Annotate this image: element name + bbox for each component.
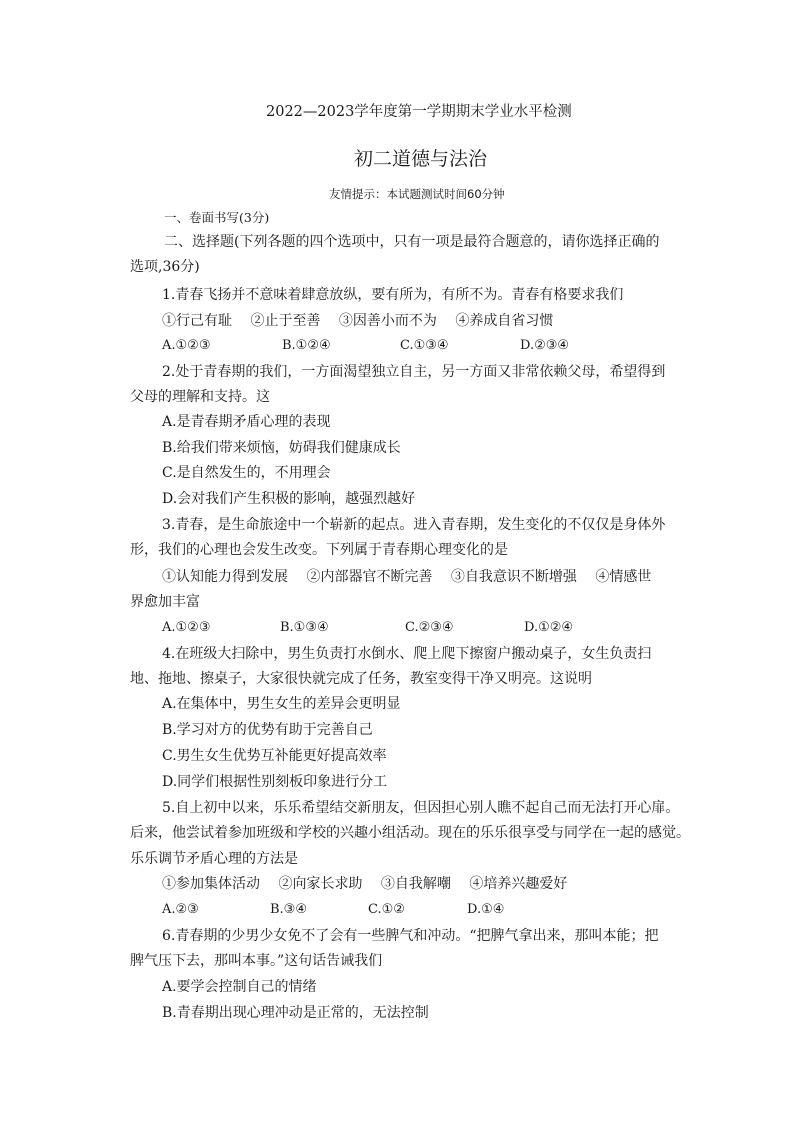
q6-option-a: A.要学会控制自己的情绪 xyxy=(162,979,317,995)
q2-stem-line1: 2.处于青春期的我们，一方面渴望独立自主，另一方面又非常依赖父母，希望得到 xyxy=(162,364,666,380)
q4-stem-line2: 地、拖地、擦桌子，大家很快就完成了任务，教室变得干净又明亮。这说明 xyxy=(130,671,592,687)
q2-option-c: C.是自然发生的，不用理会 xyxy=(162,465,331,481)
q1-items: ①行己有耻 ②止于至善 ③因善小而不为 ④养成自省习惯 xyxy=(162,313,554,329)
q5-choice-a: A.②③ xyxy=(162,902,199,917)
q3-choice-c: C.②③④ xyxy=(405,620,454,635)
section-2-heading-line1: 二、选择题(下列各题的四个选项中，只有一项是最符合题意的，请你选择正确的 xyxy=(164,234,660,250)
q3-choice-a: A.①②③ xyxy=(162,620,211,635)
q1-stem: 1.青春飞扬并不意味着肆意放纵，要有所为，有所不为。青春有格要求我们 xyxy=(162,287,624,303)
q4-option-c: C.男生女生优势互补能更好提高效率 xyxy=(162,748,387,764)
q4-option-b: B.学习对方的优势有助于完善自己 xyxy=(162,722,373,738)
q5-stem-line3: 乐乐调节矛盾心理的方法是 xyxy=(130,851,298,867)
q3-items-line2: 界愈加丰富 xyxy=(130,594,200,610)
exam-title: 2022—2023学年度第一学期期末学业水平检测 xyxy=(266,104,572,120)
q6-stem-line2: 脾气压下去，那叫本事。”这句话告诫我们 xyxy=(130,953,383,969)
q3-choice-b: B.①③④ xyxy=(280,620,329,635)
q5-choice-c: C.①② xyxy=(368,902,405,917)
q6-option-b: B.青春期出现心理冲动是正常的，无法控制 xyxy=(162,1005,429,1021)
q2-option-a: A.是青春期矛盾心理的表现 xyxy=(162,414,331,430)
time-tip: 友情提示：本试题测试时间60分钟 xyxy=(329,187,505,201)
q6-stem-line1: 6.青春期的少男少女免不了会有一些脾气和冲动。“把脾气拿出来，那叫本能；把 xyxy=(162,928,659,944)
q1-choice-c: C.①③④ xyxy=(400,338,449,353)
q3-choice-d: D.①②④ xyxy=(524,620,574,635)
q1-choice-d: D.②③④ xyxy=(520,338,570,353)
q4-stem-line1: 4.在班级大扫除中，男生负责打水倒水、爬上爬下擦窗户搬动桌子，女生负责扫 xyxy=(162,646,652,662)
q5-stem-line2: 后来，他尝试着参加班级和学校的兴趣小组活动。现在的乐乐很享受与同学在一起的感觉。 xyxy=(130,825,690,841)
q3-stem-line1: 3.青春，是生命旅途中一个崭新的起点。进入青春期，发生变化的不仅仅是身体外 xyxy=(162,517,666,533)
q3-stem-line2: 形，我们的心理也会发生改变。下列属于青春期心理变化的是 xyxy=(130,542,508,558)
q2-option-b: B.给我们带来烦恼，妨碍我们健康成长 xyxy=(162,440,401,456)
q5-choice-b: B.③④ xyxy=(270,902,307,917)
q5-stem-line1: 5.自上初中以来，乐乐希望结交新朋友，但因担心别人瞧不起自己而无法打开心扉。 xyxy=(162,800,680,816)
section-2-heading-line2: 选项,36分) xyxy=(130,259,200,275)
subject-title: 初二道德与法治 xyxy=(354,148,488,170)
q4-option-a: A.在集体中，男生女生的差异会更明显 xyxy=(162,696,401,712)
q4-option-d: D.同学们根据性别刻板印象进行分工 xyxy=(162,774,388,790)
q2-option-d: D.会对我们产生积极的影响，越强烈越好 xyxy=(162,491,416,507)
q2-stem-line2: 父母的理解和支持。这 xyxy=(130,389,270,405)
q1-choice-b: B.①②④ xyxy=(282,338,331,353)
section-1-heading: 一、卷面书写(3分) xyxy=(164,210,270,225)
q1-choice-a: A.①②③ xyxy=(162,338,211,353)
q3-items-line1: ①认知能力得到发展 ②内部器官不断完善 ③自我意识不断增强 ④情感世 xyxy=(162,569,652,585)
q5-choice-d: D.①④ xyxy=(467,902,505,917)
q5-items: ①参加集体活动 ②向家长求助 ③自我解嘲 ④培养兴趣爱好 xyxy=(162,876,568,892)
